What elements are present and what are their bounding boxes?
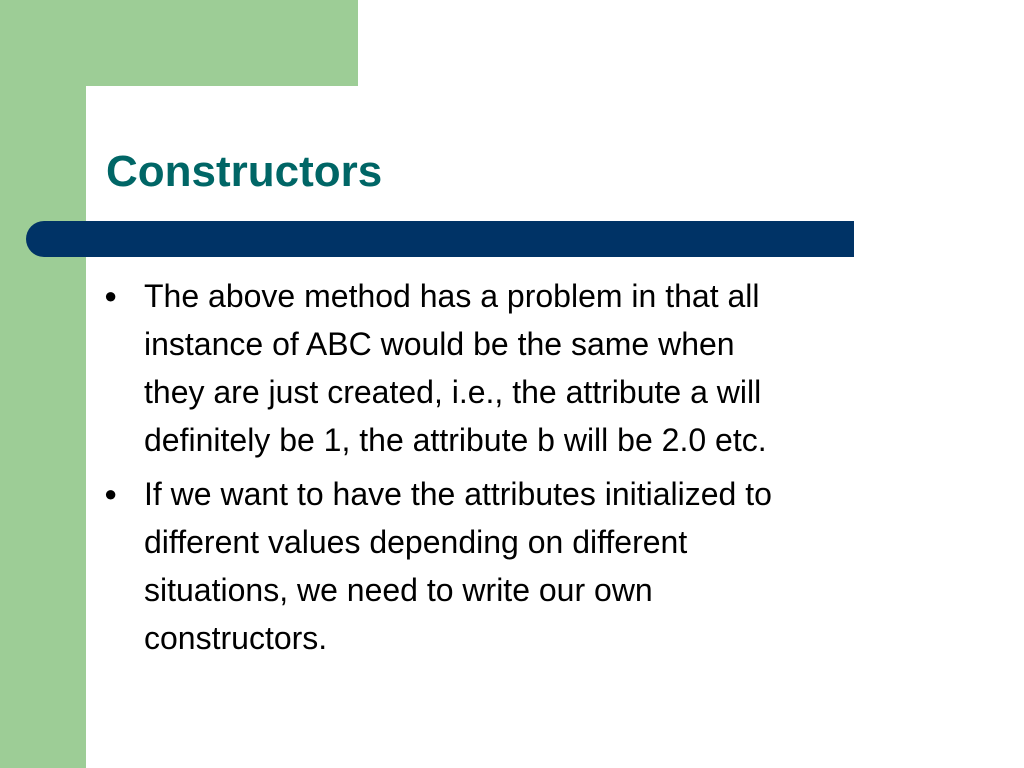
bullet-line: The above method has a problem in that all <box>144 278 760 314</box>
title-underline-bar <box>26 221 854 257</box>
green-top-band <box>0 0 358 86</box>
bullet-line: instance of ABC would be the same when <box>144 326 735 362</box>
list-item <box>104 272 954 464</box>
bullet-line: definitely be 1, the attribute b will be 2.0 etc. <box>144 422 767 458</box>
bullet-text <box>144 470 772 662</box>
bullet-list <box>104 272 954 668</box>
slide-title: Constructors <box>106 147 383 196</box>
bullet-dot-icon: ● <box>104 283 118 308</box>
bullet-dot-icon: ● <box>104 481 118 506</box>
green-side-band <box>0 0 86 768</box>
bullet-line: they are just created, i.e., the attribute a will <box>144 374 762 410</box>
bullet-line: different values depending on different <box>144 524 688 560</box>
bullet-line: constructors. <box>144 620 328 656</box>
bullet-text <box>144 272 767 464</box>
list-item <box>104 470 954 662</box>
bullet-line: If we want to have the attributes initialized to <box>144 476 772 512</box>
bullet-line: situations, we need to write our own <box>144 572 653 608</box>
